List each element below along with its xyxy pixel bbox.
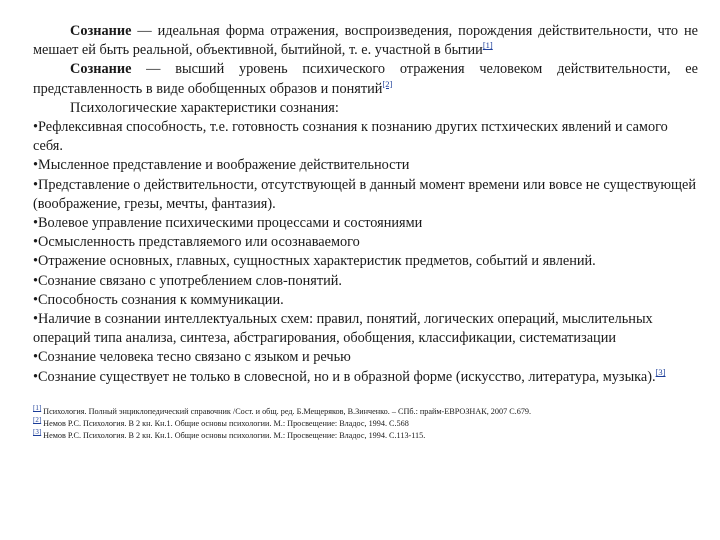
footnote-anchor-link[interactable]: [2] bbox=[33, 416, 42, 425]
definition-term: Сознание bbox=[70, 23, 132, 39]
list-item: •Сознание человека тесно связано с языком и речью bbox=[33, 349, 351, 366]
list-item: •Наличие в сознании интеллектуальных схем: правил, понятий, логических операций, мыслительных операций типа анализа, синтеза, абстрагирования, обобщения, классификации, систематизации bbox=[33, 311, 653, 347]
definition-paragraph bbox=[33, 22, 698, 60]
definition-text: — высший уровень психического отражения человеком действительности, ее представленность в виде обобщенных образов и понятий bbox=[33, 61, 698, 97]
footnote-ref-link[interactable]: [3] bbox=[655, 366, 666, 377]
footnote-text: Психология. Полный энциклопедический справочник /Сост. и общ. ред. Б.Мещеряков, В.Зинченко. – СПб.: прайм-ЕВРОЗНАК, 2007 С.679. bbox=[43, 406, 532, 416]
list-item: •Осмысленность представляемого или осознаваемого bbox=[33, 234, 360, 251]
document-body bbox=[33, 22, 698, 387]
footnote-text: Немов Р.С. Психология. В 2 кн. Кн.1. Общие основы психологии. М.: Просвещение: Владос, 1994. С.113-115. bbox=[43, 430, 426, 440]
list-item: •Волевое управление психическими процессами и состояниями bbox=[33, 215, 423, 232]
footnote-text: Немов Р.С. Психология. В 2 кн. Кн.1. Общие основы психологии. М.: Просвещение: Владос, 1994. С.568 bbox=[43, 418, 409, 428]
definition-term: Сознание bbox=[70, 61, 132, 78]
footnote-ref-link[interactable]: [2] bbox=[382, 78, 393, 89]
footnote bbox=[33, 418, 698, 430]
list-item: •Сознание связано с употреблением слов-понятий. bbox=[33, 272, 342, 289]
footnotes bbox=[33, 406, 698, 442]
list-item: •Способность сознания к коммуникации. bbox=[33, 291, 284, 308]
characteristics-heading: Психологические характеристики сознания: bbox=[70, 99, 339, 116]
footnote bbox=[33, 430, 698, 442]
list-item: •Рефлексивная способность, т.е. готовность сознания к познанию других пстхических явлений и самого себя. bbox=[33, 119, 668, 155]
footnote-ref-link[interactable]: [1] bbox=[482, 40, 493, 51]
definition-text: — идеальная форма отражения, воспроизведения, порождения действительности, что не мешает ей быть реальной, объективной, бытийной, т. е. участной в бытии bbox=[33, 23, 698, 59]
footnote-anchor-link[interactable]: [1] bbox=[33, 404, 42, 413]
list-item: •Отражение основных, главных, сущностных характеристик предметов, событий и явлений. bbox=[33, 253, 596, 270]
footnote bbox=[33, 406, 698, 418]
list-item-text: •Сознание существует не только в словесной, но и в образной форме (искусство, литература, музыка). bbox=[33, 368, 656, 385]
list-item: •Представление о действительности, отсутствующей в данный момент времени или вовсе не существующей (воображение, грезы, мечты, фантазия). bbox=[33, 176, 697, 212]
footnote-anchor-link[interactable]: [3] bbox=[33, 428, 42, 437]
list-item bbox=[33, 368, 698, 387]
list-item: •Мысленное представление и воображение действительности bbox=[33, 157, 410, 174]
definition-paragraph bbox=[33, 60, 698, 98]
